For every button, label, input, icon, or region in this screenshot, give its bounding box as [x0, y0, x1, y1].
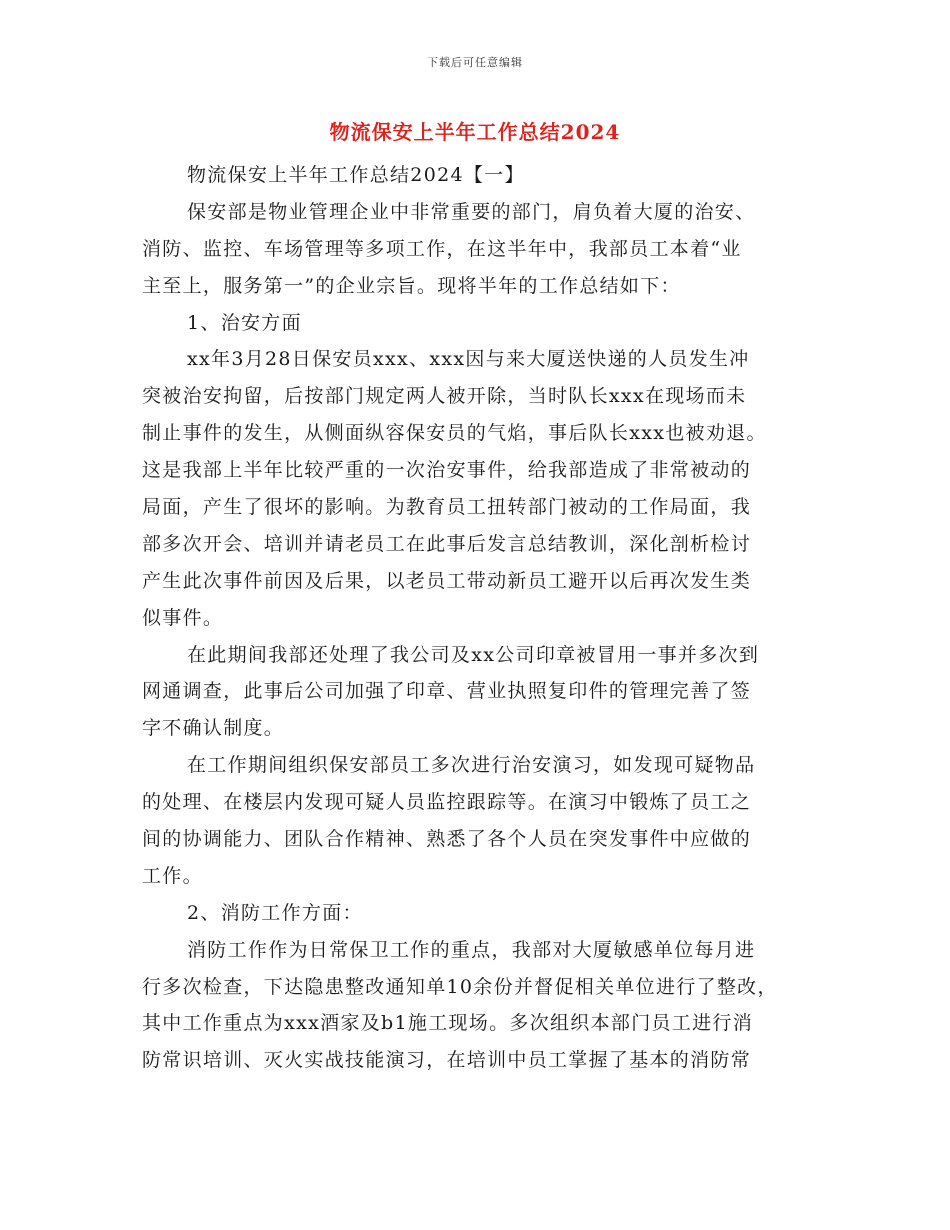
- text-line: 其中工作重点为xxx酒家及b1施工现场。多次组织本部门员工进行消: [142, 1012, 753, 1035]
- text-line: 主至上，服务第一”的企业宗旨。现将半年的工作总结如下：: [142, 274, 681, 297]
- text-line: 这是我部上半年比较严重的一次治安事件，给我部造成了非常被动的: [142, 459, 752, 482]
- text-line: 网通调查，此事后公司加强了印章、营业执照复印件的管理完善了签: [142, 680, 752, 703]
- text-line: 制止事件的发生，从侧面纵容保安员的气焰，事后队长xxx也被劝退。: [142, 422, 767, 445]
- text-line: 物流保安上半年工作总结2024【一】: [187, 164, 525, 186]
- page-header: 下载后可任意编辑: [427, 56, 523, 69]
- text-line: 在此期间我部还处理了我公司及xx公司印章被冒用一事并多次到: [187, 643, 760, 666]
- text-line: 1、治安方面: [187, 311, 302, 334]
- text-line: 2、消防工作方面：: [187, 901, 363, 924]
- text-line: 的处理、在楼层内发现可疑人员监控跟踪等。在演习中锻炼了员工之: [142, 791, 752, 814]
- text-line: 字不确认制度。: [142, 717, 285, 740]
- text-line: xx年3月28日保安员xxx、xxx因与来大厦送快递的人员发生冲: [187, 348, 750, 371]
- text-line: 似事件。: [142, 606, 224, 629]
- text-line: 防常识培训、灭火实战技能演习，在培训中员工掌握了基本的消防常: [142, 1049, 752, 1072]
- text-line: 产生此次事件前因及后果，以老员工带动新员工避开以后再次发生类: [142, 569, 752, 592]
- text-line: 消防、监控、车场管理等多项工作，在这半年中，我部员工本着“业: [142, 237, 742, 260]
- text-line: 在工作期间组织保安部员工多次进行治安演习，如发现可疑物品: [187, 754, 756, 777]
- text-line: 消防工作作为日常保卫工作的重点，我部对大厦敏感单位每月进: [187, 938, 756, 961]
- text-line: 部多次开会、培训并请老员工在此事后发言总结教训，深化剖析检讨: [142, 532, 752, 555]
- document-body: [142, 160, 822, 1082]
- document-title: 物流保安上半年工作总结2024: [329, 120, 621, 144]
- text-line: 间的协调能力、团队合作精神、熟悉了各个人员在突发事件中应做的: [142, 828, 752, 851]
- text-line: 保安部是物业管理企业中非常重要的部门，肩负着大厦的治安、: [187, 200, 756, 223]
- text-line: 行多次检查，下达隐患整改通知单10余份并督促相关单位进行了整改，: [142, 975, 778, 998]
- text-line: 工作。: [142, 864, 203, 887]
- text-line: 突被治安拘留，后按部门规定两人被开除，当时队长xxx在现场而未: [142, 385, 747, 408]
- text-line: 局面，产生了很坏的影响。为教育员工扭转部门被动的工作局面，我: [142, 496, 752, 519]
